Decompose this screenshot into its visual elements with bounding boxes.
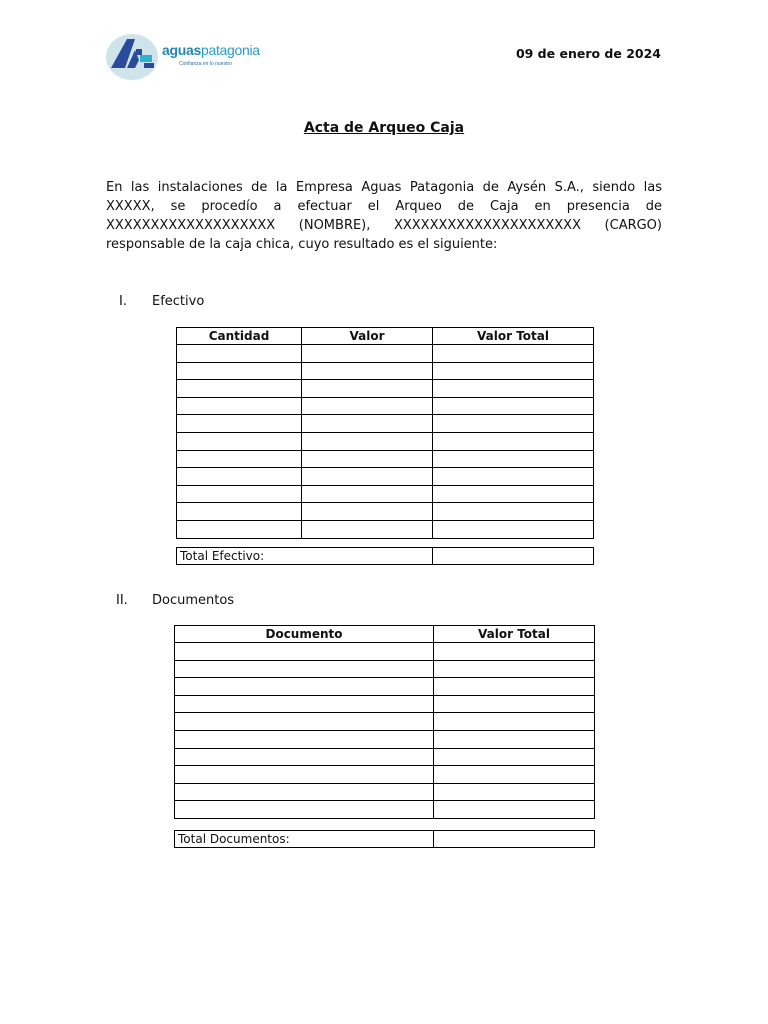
total-efectivo-label: Total Efectivo: <box>177 548 433 565</box>
table-row <box>177 380 594 398</box>
table-cell[interactable] <box>433 485 594 503</box>
table-cell[interactable] <box>433 503 594 521</box>
table-row <box>177 450 594 468</box>
column-header-valor-total: Valor Total <box>434 626 595 643</box>
table-cell[interactable] <box>302 362 433 380</box>
documentos-table <box>174 625 595 819</box>
table-cell[interactable] <box>302 450 433 468</box>
table-row <box>177 362 594 380</box>
table-row <box>175 695 595 713</box>
table-cell[interactable] <box>302 520 433 538</box>
table-row <box>177 415 594 433</box>
column-header-valor: Valor <box>302 328 433 345</box>
table-row <box>175 713 595 731</box>
table-row <box>177 397 594 415</box>
section-number: I. <box>119 294 127 309</box>
table-cell[interactable] <box>434 643 595 661</box>
table-cell[interactable] <box>177 362 302 380</box>
table-cell[interactable] <box>302 415 433 433</box>
table-row <box>175 678 595 696</box>
table-cell[interactable] <box>302 485 433 503</box>
table-cell[interactable] <box>177 485 302 503</box>
table-row <box>175 766 595 784</box>
section-label: Efectivo <box>152 294 205 309</box>
table-cell[interactable] <box>175 678 434 696</box>
document-title: Acta de Arqueo Caja <box>303 120 465 136</box>
table-cell[interactable] <box>175 730 434 748</box>
logo-brand-part1: aguas <box>162 42 201 58</box>
table-cell[interactable] <box>434 695 595 713</box>
section-label: Documentos <box>152 593 235 608</box>
logo-brand-part2: patagonia <box>200 42 260 58</box>
efectivo-table <box>176 327 594 539</box>
column-header-cantidad: Cantidad <box>177 328 302 345</box>
table-cell[interactable] <box>177 380 302 398</box>
table-cell[interactable] <box>434 713 595 731</box>
table-cell[interactable] <box>177 520 302 538</box>
column-header-documento: Documento <box>175 626 434 643</box>
table-row <box>177 503 594 521</box>
table-row <box>177 468 594 486</box>
table-row <box>175 783 595 801</box>
total-efectivo-table <box>176 547 594 565</box>
table-cell[interactable] <box>433 432 594 450</box>
table-row <box>177 485 594 503</box>
table-row <box>175 660 595 678</box>
table-cell[interactable] <box>175 801 434 819</box>
logo-tagline: Confianza en lo nuestro <box>179 61 232 67</box>
table-cell[interactable] <box>177 450 302 468</box>
table-cell[interactable] <box>175 783 434 801</box>
table-cell[interactable] <box>177 397 302 415</box>
table-row <box>177 520 594 538</box>
table-row <box>175 801 595 819</box>
table-cell[interactable] <box>175 748 434 766</box>
table-cell[interactable] <box>433 450 594 468</box>
table-cell[interactable] <box>433 520 594 538</box>
document-date: 09 de enero de 2024 <box>515 46 661 61</box>
table-cell[interactable] <box>177 345 302 363</box>
total-documentos-label: Total Documentos: <box>175 831 434 848</box>
total-documentos-value-cell[interactable] <box>434 831 595 848</box>
table-cell[interactable] <box>434 766 595 784</box>
table-cell[interactable] <box>433 468 594 486</box>
table-cell[interactable] <box>433 345 594 363</box>
table-cell[interactable] <box>302 468 433 486</box>
intro-paragraph: En las instalaciones de la Empresa Aguas Patagonia de Aysén S.A., siendo las XXXXX, se procedío a efectuar el Arqueo de Caja en presencia de XXXXXXXXXXXXXXXXXXX (NOMBRE), XXXXXXXXXXXXXXXXXXXXX (CARGO) responsable de la caja chica, cuyo resultado es el siguiente: <box>106 180 662 252</box>
table-cell[interactable] <box>302 397 433 415</box>
table-cell[interactable] <box>175 713 434 731</box>
table-row <box>177 432 594 450</box>
table-cell[interactable] <box>433 362 594 380</box>
table-cell[interactable] <box>434 678 595 696</box>
table-cell[interactable] <box>177 415 302 433</box>
table-cell[interactable] <box>175 660 434 678</box>
company-logo <box>105 32 265 82</box>
table-row <box>175 643 595 661</box>
table-cell[interactable] <box>434 748 595 766</box>
table-row <box>175 730 595 748</box>
aguas-patagonia-logo-icon <box>105 32 161 82</box>
table-row <box>177 345 594 363</box>
table-cell[interactable] <box>434 730 595 748</box>
table-cell[interactable] <box>433 397 594 415</box>
table-cell[interactable] <box>434 660 595 678</box>
table-cell[interactable] <box>434 801 595 819</box>
table-cell[interactable] <box>175 766 434 784</box>
table-cell[interactable] <box>177 468 302 486</box>
table-cell[interactable] <box>302 345 433 363</box>
table-cell[interactable] <box>177 503 302 521</box>
table-cell[interactable] <box>175 695 434 713</box>
table-cell[interactable] <box>302 503 433 521</box>
table-cell[interactable] <box>433 380 594 398</box>
table-row <box>175 748 595 766</box>
table-cell[interactable] <box>433 415 594 433</box>
table-cell[interactable] <box>177 432 302 450</box>
logo-wordmark <box>162 42 260 58</box>
total-documentos-table <box>174 830 595 848</box>
table-cell[interactable] <box>434 783 595 801</box>
column-header-valor-total: Valor Total <box>433 328 594 345</box>
table-cell[interactable] <box>175 643 434 661</box>
section-number: II. <box>116 593 128 608</box>
table-cell[interactable] <box>302 380 433 398</box>
table-cell[interactable] <box>302 432 433 450</box>
total-efectivo-value-cell[interactable] <box>433 548 594 565</box>
